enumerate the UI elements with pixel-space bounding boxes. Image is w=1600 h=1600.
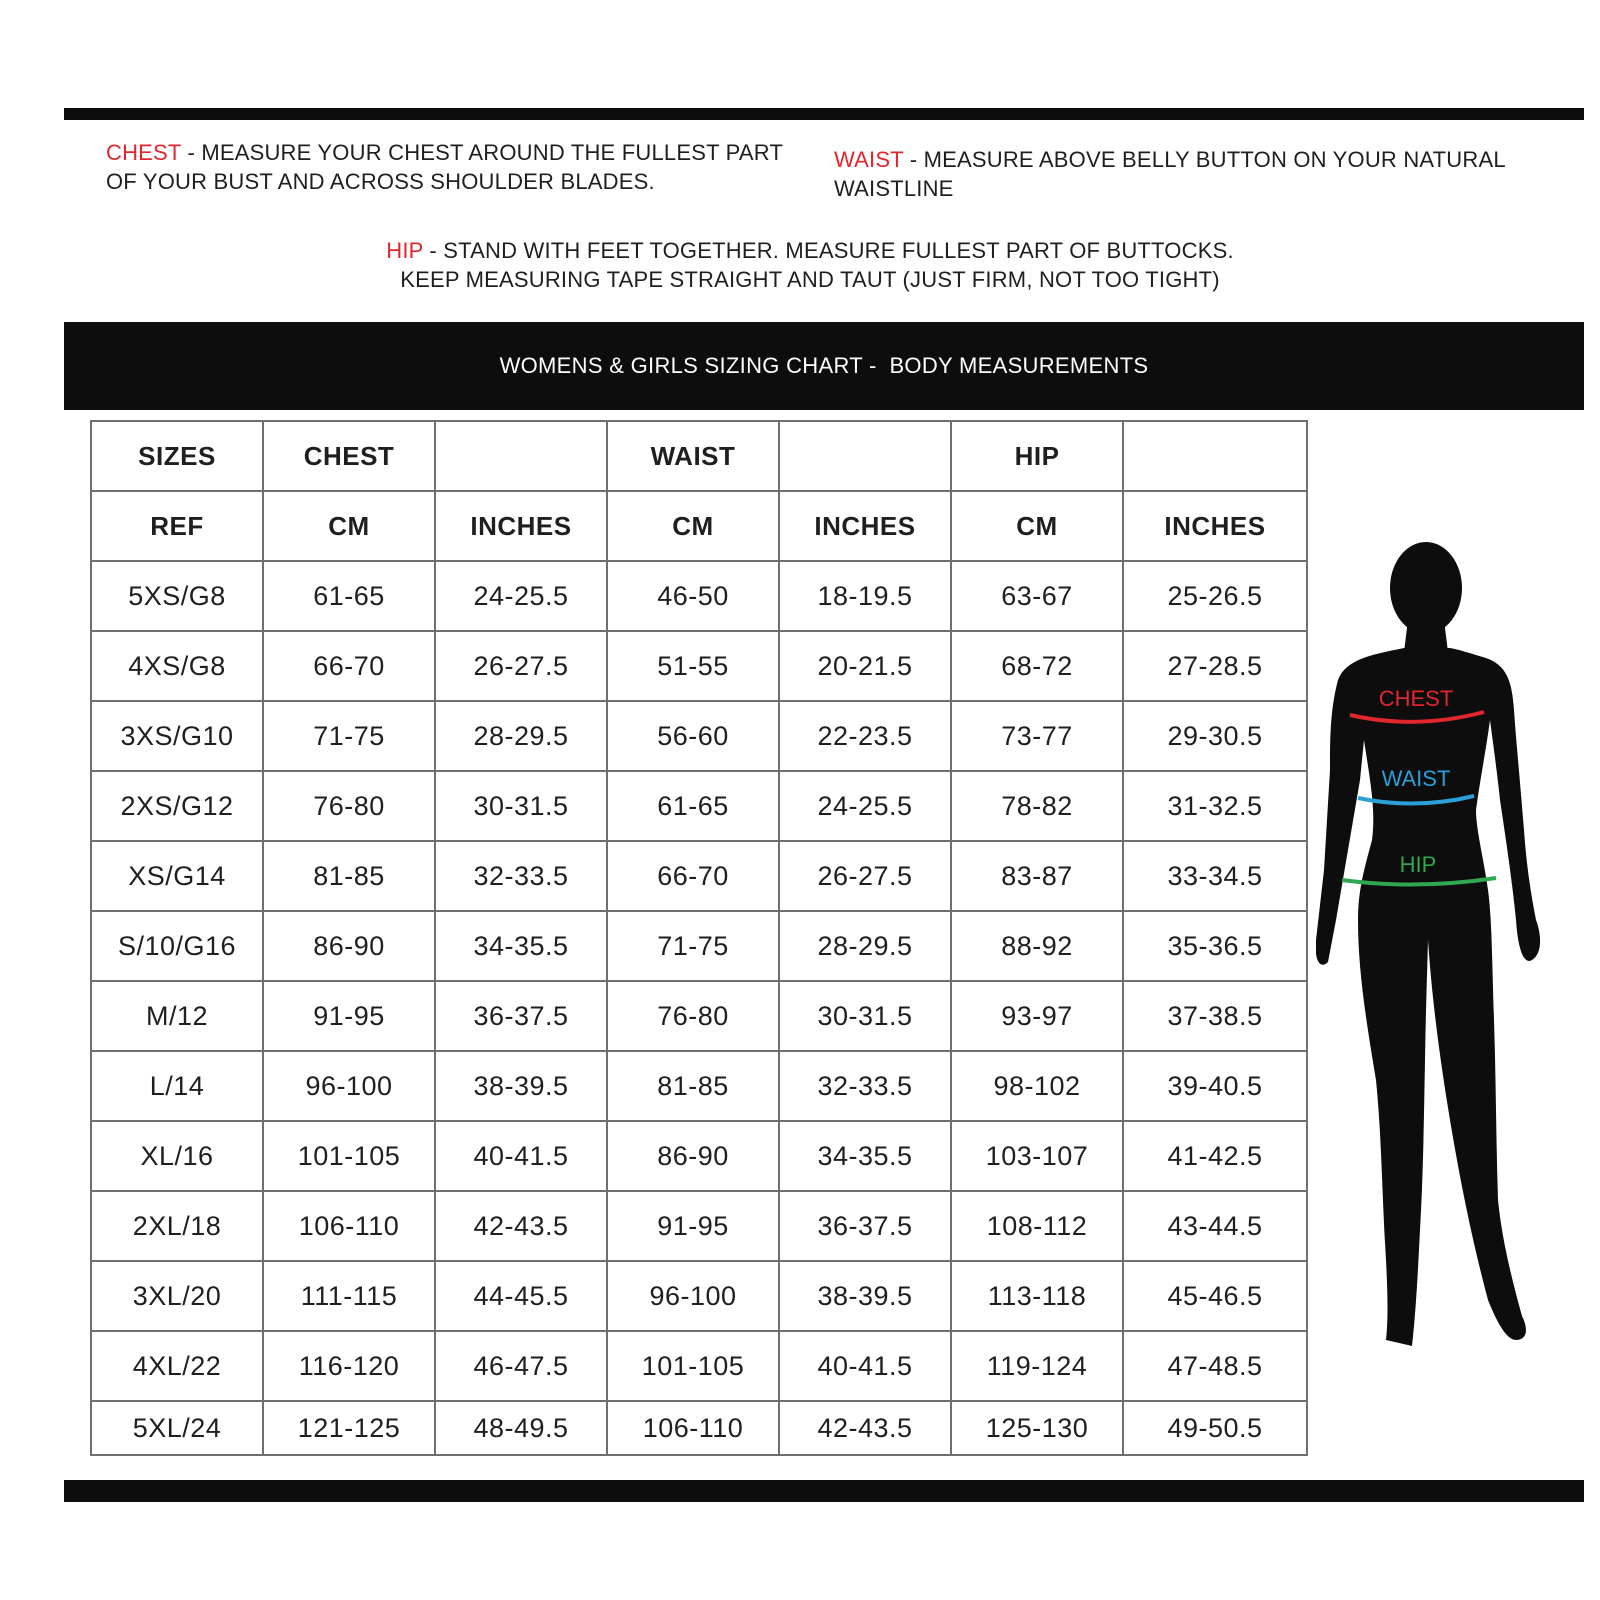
hip-instruction bbox=[300, 236, 1320, 294]
table-row bbox=[91, 631, 1307, 701]
table-cell: 63-67 bbox=[951, 561, 1123, 631]
table-row bbox=[91, 1051, 1307, 1121]
table-row bbox=[91, 1261, 1307, 1331]
table-cell: 61-65 bbox=[263, 561, 435, 631]
table-row bbox=[91, 1121, 1307, 1191]
table-cell: INCHES bbox=[779, 491, 951, 561]
table-cell: XL/16 bbox=[91, 1121, 263, 1191]
waist-instruction-key: WAIST bbox=[834, 147, 904, 172]
table-cell: 2XL/18 bbox=[91, 1191, 263, 1261]
body-silhouette-figure bbox=[1316, 540, 1576, 1380]
table-cell: 106-110 bbox=[607, 1401, 779, 1455]
table-cell: 73-77 bbox=[951, 701, 1123, 771]
table-cell bbox=[435, 421, 607, 491]
table-cell: 24-25.5 bbox=[779, 771, 951, 841]
table-cell: 98-102 bbox=[951, 1051, 1123, 1121]
table-row bbox=[91, 841, 1307, 911]
chest-instruction-key: CHEST bbox=[106, 140, 182, 165]
table-cell: 91-95 bbox=[263, 981, 435, 1051]
table-cell: 66-70 bbox=[263, 631, 435, 701]
size-table bbox=[90, 420, 1308, 1456]
table-cell: 56-60 bbox=[607, 701, 779, 771]
table-cell: INCHES bbox=[1123, 491, 1307, 561]
silhouette-svg bbox=[1316, 540, 1576, 1380]
table-cell: 20-21.5 bbox=[779, 631, 951, 701]
table-cell: 27-28.5 bbox=[1123, 631, 1307, 701]
table-cell: 81-85 bbox=[263, 841, 435, 911]
table-cell: 121-125 bbox=[263, 1401, 435, 1455]
table-cell: 36-37.5 bbox=[435, 981, 607, 1051]
table-cell: XS/G14 bbox=[91, 841, 263, 911]
table-cell: 26-27.5 bbox=[779, 841, 951, 911]
table-cell: 108-112 bbox=[951, 1191, 1123, 1261]
table-cell bbox=[1123, 421, 1307, 491]
table-cell: 66-70 bbox=[607, 841, 779, 911]
table-cell: 41-42.5 bbox=[1123, 1121, 1307, 1191]
table-cell: 25-26.5 bbox=[1123, 561, 1307, 631]
table-cell: 78-82 bbox=[951, 771, 1123, 841]
table-cell bbox=[779, 421, 951, 491]
table-cell: CM bbox=[263, 491, 435, 561]
table-cell: 71-75 bbox=[607, 911, 779, 981]
table-cell: 46-47.5 bbox=[435, 1331, 607, 1401]
table-cell: 116-120 bbox=[263, 1331, 435, 1401]
table-cell: 39-40.5 bbox=[1123, 1051, 1307, 1121]
table-row bbox=[91, 1331, 1307, 1401]
table-cell: 49-50.5 bbox=[1123, 1401, 1307, 1455]
table-cell: 46-50 bbox=[607, 561, 779, 631]
table-cell: 83-87 bbox=[951, 841, 1123, 911]
bottom-divider-bar bbox=[64, 1480, 1584, 1502]
table-cell: 48-49.5 bbox=[435, 1401, 607, 1455]
table-cell: 111-115 bbox=[263, 1261, 435, 1331]
table-cell: 30-31.5 bbox=[435, 771, 607, 841]
table-cell: 91-95 bbox=[607, 1191, 779, 1261]
table-cell: 125-130 bbox=[951, 1401, 1123, 1455]
hip-figure-label: HIP bbox=[1399, 852, 1437, 877]
table-cell: 42-43.5 bbox=[435, 1191, 607, 1261]
table-cell: 28-29.5 bbox=[779, 911, 951, 981]
table-cell: 76-80 bbox=[607, 981, 779, 1051]
table-cell: 68-72 bbox=[951, 631, 1123, 701]
table-row bbox=[91, 1401, 1307, 1455]
table-cell: INCHES bbox=[435, 491, 607, 561]
size-table-body bbox=[91, 421, 1307, 1455]
table-cell: 34-35.5 bbox=[779, 1121, 951, 1191]
table-cell: L/14 bbox=[91, 1051, 263, 1121]
hip-instruction-line1: - STAND WITH FEET TOGETHER. MEASURE FULLEST PART OF BUTTOCKS. bbox=[423, 238, 1234, 263]
table-cell: 33-34.5 bbox=[1123, 841, 1307, 911]
table-cell: 5XS/G8 bbox=[91, 561, 263, 631]
table-cell: 4XL/22 bbox=[91, 1331, 263, 1401]
table-cell: SIZES bbox=[91, 421, 263, 491]
table-cell: 43-44.5 bbox=[1123, 1191, 1307, 1261]
table-cell: 40-41.5 bbox=[435, 1121, 607, 1191]
table-cell: 45-46.5 bbox=[1123, 1261, 1307, 1331]
table-cell: 61-65 bbox=[607, 771, 779, 841]
table-subheader-row bbox=[91, 491, 1307, 561]
table-row bbox=[91, 981, 1307, 1051]
table-cell: 93-97 bbox=[951, 981, 1123, 1051]
table-cell: 5XL/24 bbox=[91, 1401, 263, 1455]
chest-instruction-text: - MEASURE YOUR CHEST AROUND THE FULLEST PART OF YOUR BUST AND ACROSS SHOULDER BLADES. bbox=[106, 140, 783, 194]
table-cell: 4XS/G8 bbox=[91, 631, 263, 701]
table-cell: 32-33.5 bbox=[779, 1051, 951, 1121]
table-cell: CM bbox=[607, 491, 779, 561]
table-cell: REF bbox=[91, 491, 263, 561]
table-cell: 37-38.5 bbox=[1123, 981, 1307, 1051]
table-cell: 40-41.5 bbox=[779, 1331, 951, 1401]
table-cell: 81-85 bbox=[607, 1051, 779, 1121]
table-cell: 3XS/G10 bbox=[91, 701, 263, 771]
table-cell: M/12 bbox=[91, 981, 263, 1051]
table-cell: 18-19.5 bbox=[779, 561, 951, 631]
table-cell: 26-27.5 bbox=[435, 631, 607, 701]
table-cell: 29-30.5 bbox=[1123, 701, 1307, 771]
table-cell: WAIST bbox=[607, 421, 779, 491]
silhouette-shape bbox=[1316, 542, 1540, 1346]
table-cell: 34-35.5 bbox=[435, 911, 607, 981]
table-cell: 3XL/20 bbox=[91, 1261, 263, 1331]
table-cell: 86-90 bbox=[263, 911, 435, 981]
table-cell: 47-48.5 bbox=[1123, 1331, 1307, 1401]
table-cell: CHEST bbox=[263, 421, 435, 491]
table-row bbox=[91, 561, 1307, 631]
table-cell: 96-100 bbox=[263, 1051, 435, 1121]
table-cell: 36-37.5 bbox=[779, 1191, 951, 1261]
table-header-row bbox=[91, 421, 1307, 491]
table-cell: 44-45.5 bbox=[435, 1261, 607, 1331]
table-cell: 113-118 bbox=[951, 1261, 1123, 1331]
table-row bbox=[91, 701, 1307, 771]
table-row bbox=[91, 911, 1307, 981]
table-cell: 32-33.5 bbox=[435, 841, 607, 911]
table-cell: 101-105 bbox=[607, 1331, 779, 1401]
table-cell: 35-36.5 bbox=[1123, 911, 1307, 981]
table-cell: 38-39.5 bbox=[779, 1261, 951, 1331]
table-cell: 71-75 bbox=[263, 701, 435, 771]
table-cell: CM bbox=[951, 491, 1123, 561]
chest-figure-label: CHEST bbox=[1378, 686, 1454, 711]
waist-instruction bbox=[834, 145, 1524, 203]
table-cell: S/10/G16 bbox=[91, 911, 263, 981]
table-row bbox=[91, 771, 1307, 841]
table-cell: HIP bbox=[951, 421, 1123, 491]
table-cell: 86-90 bbox=[607, 1121, 779, 1191]
table-cell: 2XS/G12 bbox=[91, 771, 263, 841]
table-cell: 28-29.5 bbox=[435, 701, 607, 771]
table-cell: 42-43.5 bbox=[779, 1401, 951, 1455]
table-cell: 38-39.5 bbox=[435, 1051, 607, 1121]
top-divider-bar bbox=[64, 108, 1584, 120]
chest-instruction bbox=[106, 138, 806, 196]
waist-instruction-text: - MEASURE ABOVE BELLY BUTTON ON YOUR NATURAL WAISTLINE bbox=[834, 147, 1505, 201]
table-cell: 88-92 bbox=[951, 911, 1123, 981]
hip-instruction-key: HIP bbox=[386, 238, 424, 263]
sizing-chart-title: WOMENS & GIRLS SIZING CHART - BODY MEASUREMENTS bbox=[499, 353, 1149, 378]
waist-figure-label: WAIST bbox=[1381, 766, 1451, 791]
table-cell: 96-100 bbox=[607, 1261, 779, 1331]
table-cell: 51-55 bbox=[607, 631, 779, 701]
table-cell: 119-124 bbox=[951, 1331, 1123, 1401]
sizing-chart-banner bbox=[64, 322, 1584, 410]
table-cell: 106-110 bbox=[263, 1191, 435, 1261]
table-cell: 103-107 bbox=[951, 1121, 1123, 1191]
table-cell: 31-32.5 bbox=[1123, 771, 1307, 841]
table-cell: 101-105 bbox=[263, 1121, 435, 1191]
table-cell: 30-31.5 bbox=[779, 981, 951, 1051]
hip-instruction-line2: KEEP MEASURING TAPE STRAIGHT AND TAUT (JUST FIRM, NOT TOO TIGHT) bbox=[400, 267, 1220, 292]
table-cell: 76-80 bbox=[263, 771, 435, 841]
table-row bbox=[91, 1191, 1307, 1261]
table-cell: 24-25.5 bbox=[435, 561, 607, 631]
table-cell: 22-23.5 bbox=[779, 701, 951, 771]
